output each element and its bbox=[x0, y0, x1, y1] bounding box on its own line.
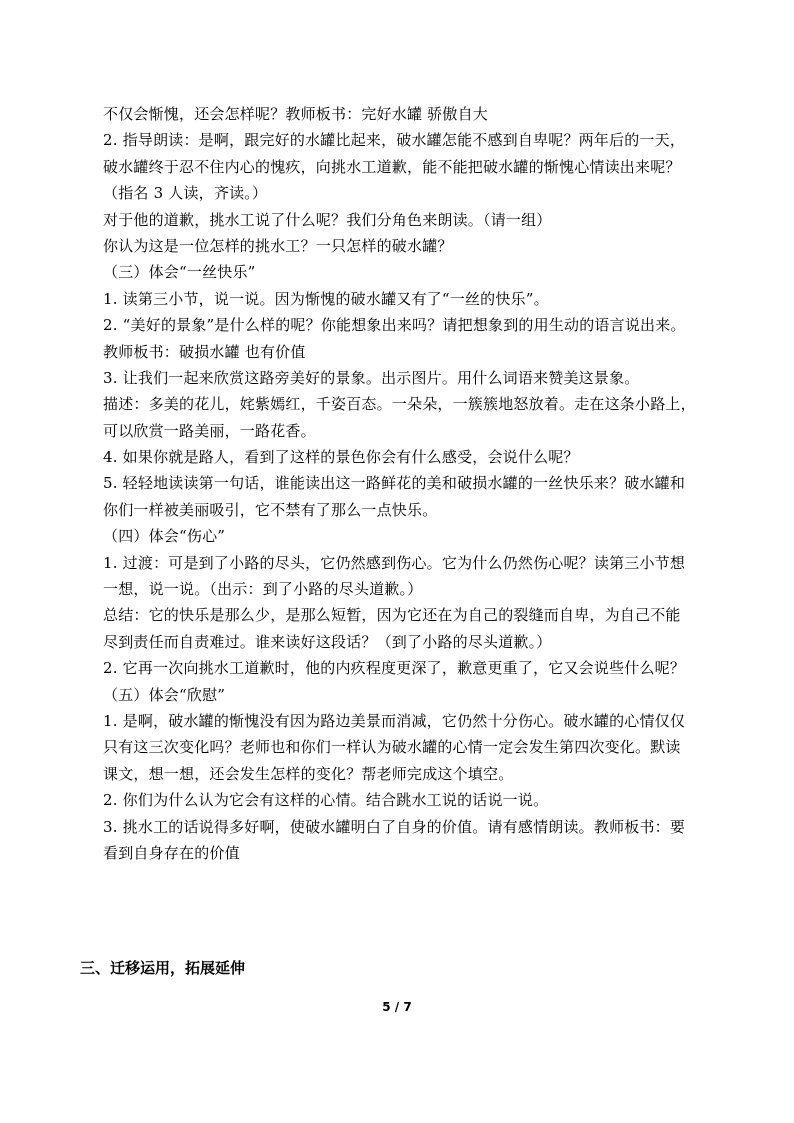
text-line: 教师板书：破损水罐 也有价值 bbox=[103, 342, 306, 361]
text-line: 你们一样被美丽吸引，它不禁有了那么一点快乐。 bbox=[103, 500, 438, 519]
text-line: 2. 它再一次向挑水工道歉时，他的内疚程度更深了，歉意更重了，它又会说些什么呢？ bbox=[103, 659, 686, 678]
text-line: 3. 挑水工的话说得多好啊，使破水罐明白了自身的价值。请有感情朗读。教师板书：要 bbox=[103, 817, 686, 836]
text-line: 2. 你们为什么认为它会有这样的心情。结合跳水工说的话说一说。 bbox=[103, 791, 549, 810]
text-line: 4. 如果你就是路人，看到了这样的景色你会有什么感受，会说什么呢？ bbox=[103, 448, 579, 467]
text-line: 2. 指导朗读：是啊，跟完好的水罐比起来，破水罐怎能不感到自卑呢？两年后的一天， bbox=[103, 131, 686, 150]
text-line: 5. 轻轻地读读第一句话，谁能读出这一路鲜花的美和破损水罐的一丝快乐来？破水罐和 bbox=[103, 474, 686, 493]
text-line: 1. 是啊，破水罐的惭愧没有因为路边美景而消减，它仍然十分伤心。破水罐的心情仅仅 bbox=[103, 711, 686, 730]
text-line: 2. “美好的景象”是什么样的呢？你能想象出来吗？请把想象到的用生动的语言说出来。 bbox=[103, 316, 686, 335]
text-line: 课文，想一想，还会发生怎样的变化？帮老师完成这个填空。 bbox=[103, 764, 514, 783]
text-line: 尽到责任而自责难过。谁来读好这段话？（到了小路的尽头道歉。） bbox=[103, 632, 552, 651]
text-line: 可以欣赏一路美丽，一路花香。 bbox=[103, 421, 316, 440]
text-line: 总结：它的快乐是那么少，是那么短暂，因为它还在为自己的裂缝而自卑，为自己不能 bbox=[103, 606, 681, 625]
section-subheading: （三）体会“一丝快乐” bbox=[103, 263, 256, 282]
text-line: 只有这三次变化吗？老师也和你们一样认为破水罐的心情一定会发生第四次变化。默读 bbox=[103, 738, 681, 757]
text-line: 一想，说一说。（出示：到了小路的尽头道歉。） bbox=[103, 580, 423, 599]
section-subheading: （五）体会“欣慰” bbox=[103, 685, 226, 704]
text-line: 看到自身存在的价值 bbox=[103, 843, 240, 862]
text-line: 3. 让我们一起来欣赏这路旁美好的景象。出示图片。用什么词语来赞美这景象。 bbox=[103, 368, 640, 387]
section-heading: 三、迁移运用，拓展延伸 bbox=[80, 959, 246, 977]
text-line: 不仅会惭愧，还会怎样呢？教师板书：完好水罐 骄傲自大 bbox=[103, 105, 488, 123]
text-line: 破水罐终于忍不住内心的愧疚，向挑水工道歉，能不能把破水罐的惭愧心情读出来呢？ bbox=[103, 157, 681, 176]
body-text bbox=[103, 101, 723, 866]
text-line: 描述：多美的花儿，姹紫嫣红，千姿百态。一朵朵，一簇簇地怒放着。走在这条小路上， bbox=[103, 395, 696, 414]
text-line: 你认为这是一位怎样的挑水工？一只怎样的破水罐？ bbox=[103, 236, 453, 255]
text-line: （指名 3 人读，齐读。） bbox=[103, 184, 268, 203]
text-line: 对于他的道歉，挑水工说了什么呢？我们分角色来朗读。（请一组） bbox=[103, 210, 552, 229]
page-number: 5 / 7 bbox=[382, 1000, 412, 1014]
text-line: 1. 读第三小节，说一说。因为惭愧的破水罐又有了“一丝的快乐”。 bbox=[103, 289, 549, 308]
section-subheading: （四）体会“伤心” bbox=[103, 527, 226, 546]
text-line: 1. 过渡：可是到了小路的尽头，它仍然感到伤心。它为什么仍然伤心呢？读第三小节想 bbox=[103, 553, 686, 572]
